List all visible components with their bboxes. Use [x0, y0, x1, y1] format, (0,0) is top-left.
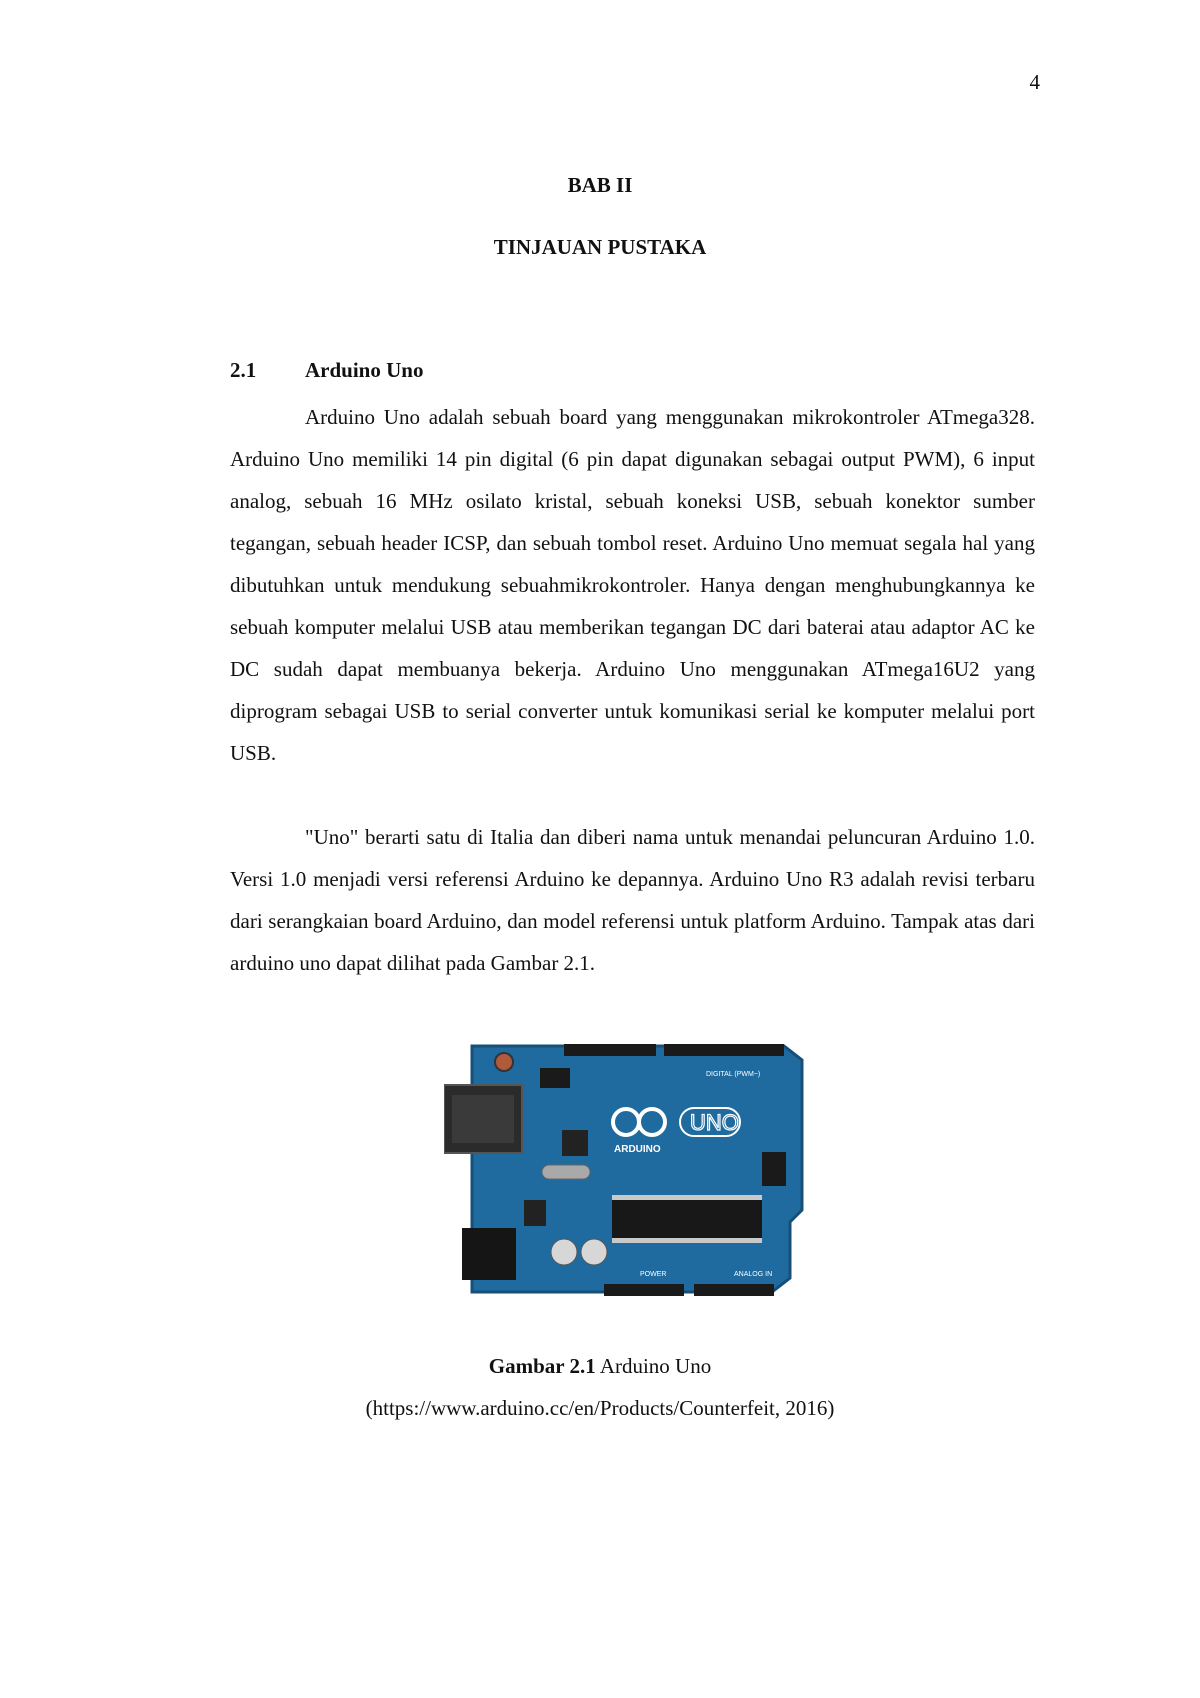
- chip-socket-top: [612, 1195, 762, 1200]
- chapter-label: BAB II: [567, 173, 633, 197]
- arduino-uno-figure: [444, 1040, 814, 1300]
- usb-serial-chip: [562, 1130, 588, 1156]
- capacitor-1: [551, 1239, 577, 1265]
- reset-button: [495, 1053, 513, 1071]
- chapter-title: TINJAUAN PUSTAKA: [493, 235, 707, 259]
- section-number: 2.1: [230, 358, 257, 382]
- body-paragraph-1: Arduino Uno adalah sebuah board yang menggunakan mikrokontroler ATmega328. Arduino Uno memiliki 14 pin digital (6 pin dapat digunakan sebagai output PWM), 6 input analog, sebuah 16 MHz osilato kristal, sebuah koneksi USB, sebuah konektor sumber tegangan, sebuah header ICSP, dan sebuah tombol reset. Arduino Uno memuat segala hal yang dibutuhkan untuk mendukung sebuahmikrokontroler. Hanya dengan menghubungkannya ke sebuah komputer melalui USB atau memberikan tegangan DC dari baterai atau adaptor AC ke DC sudah dapat membuanya bekerja. Arduino Uno menggunakan ATmega16U2 yang diprogram sebagai USB to serial converter untuk komunikasi serial ke komputer melalui port USB.: [230, 405, 1035, 765]
- analog-header: [694, 1284, 774, 1296]
- body-paragraph-2: "Uno" berarti satu di Italia dan diberi nama untuk menandai peluncuran Arduino 1.0. Versi 1.0 menjadi versi referensi Arduino ke depannya. Arduino Uno R3 adalah revisi terbaru dari serangkaian board Arduino, dan model referensi untuk platform Arduino. Tampak atas dari arduino uno dapat dilihat pada Gambar 2.1.: [230, 825, 1035, 975]
- analog-label: ANALOG IN: [734, 1271, 773, 1278]
- figure-caption-label: Gambar 2.1: [488, 1354, 596, 1378]
- arduino-brand-text: ARDUINO: [614, 1144, 661, 1155]
- section-heading: [230, 358, 423, 383]
- voltage-regulator: [524, 1200, 546, 1226]
- figure-caption: [0, 1354, 1200, 1379]
- crystal-oscillator: [542, 1165, 590, 1179]
- digital-header-right: [664, 1044, 784, 1056]
- power-label: POWER: [640, 1271, 667, 1278]
- icsp-header-top: [540, 1068, 570, 1088]
- figure-caption-text: Arduino Uno: [599, 1354, 712, 1378]
- digital-header-left: [564, 1044, 656, 1056]
- power-header: [604, 1284, 684, 1296]
- figure-source: (https://www.arduino.cc/en/Products/Counterfeit, 2016): [365, 1396, 835, 1420]
- digital-label: DIGITAL (PWM~): [706, 1071, 761, 1078]
- dc-jack: [462, 1228, 516, 1280]
- capacitor-2: [581, 1239, 607, 1265]
- page-number: 4: [1029, 70, 1040, 94]
- board-body: [472, 1046, 802, 1292]
- atmega328-chip: [612, 1200, 762, 1238]
- uno-logo-text: UNO: [690, 1110, 739, 1135]
- usb-connector-inner: [452, 1095, 514, 1143]
- arduino-uno-board-image: [444, 1040, 814, 1300]
- section-title: Arduino Uno: [305, 358, 424, 382]
- chip-socket-bottom: [612, 1238, 762, 1243]
- icsp-header-right: [762, 1152, 786, 1186]
